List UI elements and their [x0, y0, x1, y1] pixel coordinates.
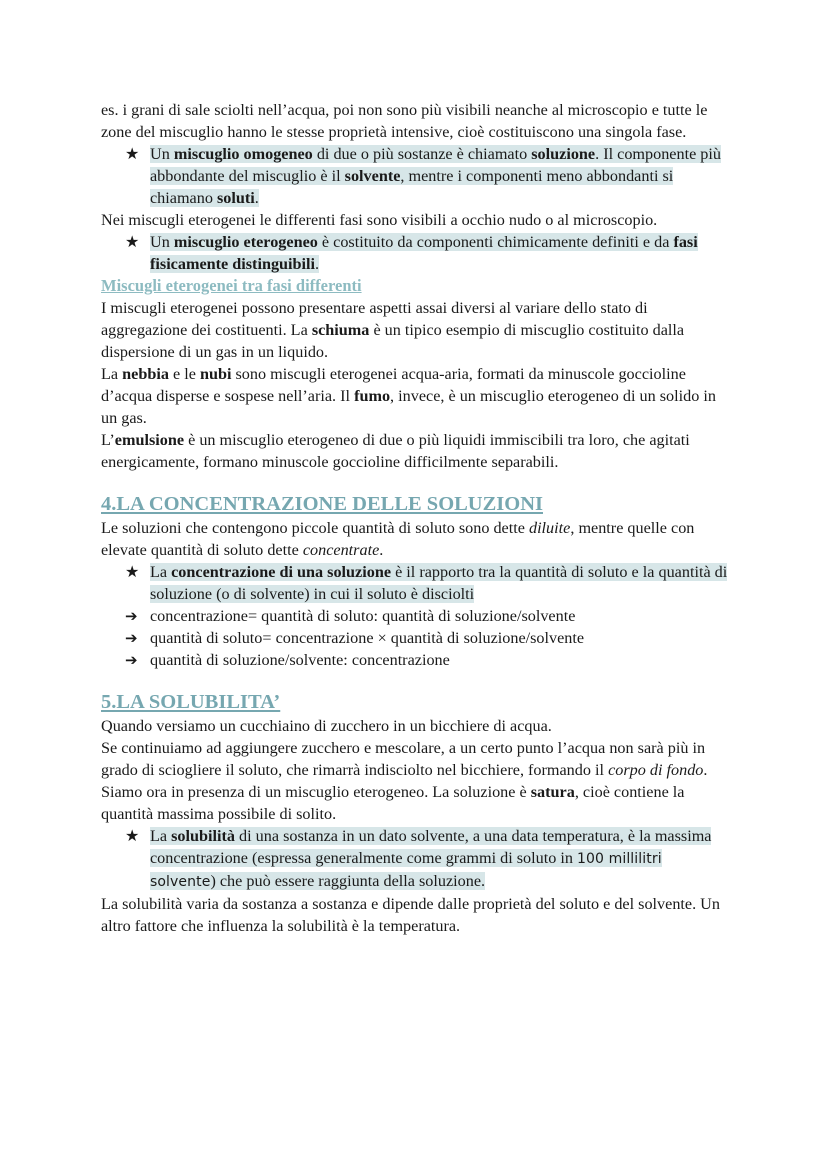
star-icon: ★: [125, 827, 140, 845]
paragraph-cucchiaino: Quando versiamo un cucchiaino di zucchero in un bicchiere di acqua.: [101, 717, 552, 735]
paragraph-emulsione: L’emulsione è un miscuglio eterogeneo di due o più liquidi immiscibili tra loro, che agitati energicamente, formano minuscole goccioline difficilmente separabili.: [101, 431, 690, 471]
formula-text: concentrazione= quantità di soluto: quantità di soluzione/solvente: [150, 607, 576, 625]
star-icon: ★: [125, 563, 140, 581]
star-icon: ★: [125, 233, 140, 251]
highlighted-definition: La solubilità di una sostanza in un dato solvente, a una data temperatura, è la massima concentrazione (espressa generalmente come grammi di soluto in 100 millilitri solvente) che può essere raggiunta della soluzione.: [150, 827, 712, 890]
highlighted-definition: La concentrazione di una soluzione è il rapporto tra la quantità di soluto e la quantità di soluzione (o di solvente) in cui il soluto è disciolti: [150, 563, 728, 603]
subheading-miscugli-eterogenei: Miscugli eterogenei tra fasi differenti: [101, 276, 362, 295]
paragraph-eterogenei: Nei miscugli eterogenei le differenti fasi sono visibili a occhio nudo o al microscopio.: [101, 211, 658, 229]
paragraph-schiuma: I miscugli eterogenei possono presentare aspetti assai diversi al variare dello stato di aggregazione dei costituenti. La schiuma è un tipico esempio di miscuglio costituito dalla dispersione di un gas in un liquido.: [101, 299, 685, 361]
formula-text: quantità di soluto= concentrazione × quantità di soluzione/solvente: [150, 629, 585, 647]
bullet-solubilita: [101, 825, 731, 893]
bullet-concentrazione: [101, 561, 731, 605]
bullet-miscuglio-omogeneo: [101, 143, 731, 209]
paragraph-nebbia: La nebbia e le nubi sono miscugli eterogenei acqua-aria, formati da minuscole goccioline d’acqua disperse e sospese nell’aria. Il fumo, invece, è un miscuglio eterogeneo di un solido in un gas.: [101, 365, 716, 427]
paragraph-diluite: Le soluzioni che contengono piccole quantità di soluto sono dette diluite, mentre quelle con elevate quantità di soluto dette concentrate.: [101, 519, 695, 559]
arrow-right-icon: ➔: [125, 629, 138, 647]
paragraph-corpo-di-fondo: Se continuiamo ad aggiungere zucchero e mescolare, a un certo punto l’acqua non sarà più in grado di sciogliere il soluto, che rimarrà indisciolto nel bicchiere, formando il corpo di fondo.: [101, 739, 708, 779]
arrow-right-icon: ➔: [125, 651, 138, 669]
document-body: [101, 99, 731, 937]
paragraph-satura: Siamo ora in presenza di un miscuglio eterogeneo. La soluzione è satura, cioè contiene la quantità massima possibile di solito.: [101, 783, 685, 823]
formula-item: [101, 627, 731, 649]
paragraph-intro: es. i grani di sale sciolti nell’acqua, poi non sono più visibili neanche al microscopio e tutte le zone del miscuglio hanno le stesse proprietà intensive, cioè costituiscono una singola fase.: [101, 101, 708, 141]
paragraph-temperatura: La solubilità varia da sostanza a sostanza e dipende dalle proprietà del soluto e del solvente. Un altro fattore che influenza la solubilità è la temperatura.: [101, 895, 720, 935]
section-title-solubilita: 5.LA SOLUBILITA’: [101, 691, 281, 713]
highlighted-definition: Un miscuglio eterogeneo è costituito da componenti chimicamente definiti e da fasi fisicamente distinguibili.: [150, 233, 698, 273]
highlighted-definition: Un miscuglio omogeneo di due o più sostanze è chiamato soluzione. Il componente più abbondante del miscuglio è il solvente, mentre i componenti meno abbondanti si chiamano soluti.: [150, 145, 721, 207]
formula-item: [101, 649, 731, 671]
star-icon: ★: [125, 145, 140, 163]
bullet-miscuglio-eterogeneo: [101, 231, 731, 275]
section-title-concentrazione: 4.LA CONCENTRAZIONE DELLE SOLUZIONI: [101, 493, 543, 515]
formula-text: quantità di soluzione/solvente: concentrazione: [150, 651, 450, 669]
formula-item: [101, 605, 731, 627]
arrow-right-icon: ➔: [125, 607, 138, 625]
